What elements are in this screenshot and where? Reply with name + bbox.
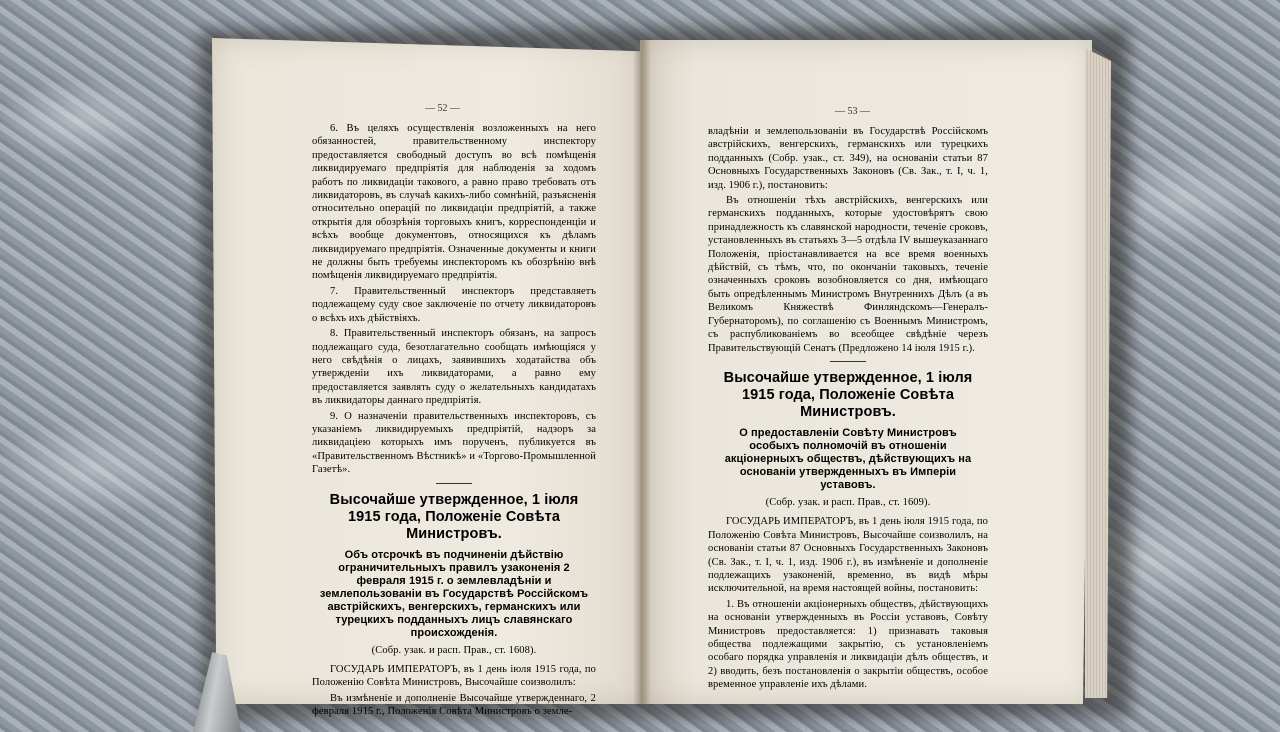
- right-page-number: — 53 —: [835, 106, 870, 117]
- left-source: (Собр. узак. и расп. Прав., ст. 1608).: [371, 644, 537, 656]
- right-heading: Высочайше утвержденное, 1 іюля 1915 года, Положеніе Совѣта Министровъ.: [723, 369, 973, 420]
- right-closing-2: 1. Въ отношеніи акціонерныхъ обществъ, дѣйствующихъ на основаніи утвержденныхъ въ Россіи уставовъ, Совѣту Министровъ предоставляется: 1) признавать таковыя общества подлежащими закрытію, съ установленіемъ особаго порядка управленія и ликвидаціи дѣлъ обществъ, и 2) вводить, безъ постановленія о закрытіи обществъ, особое временное управленіе ихъ дѣлами.: [708, 598, 988, 691]
- left-heading: Высочайше утвержденное, 1 іюля 1915 года, Положеніе Совѣта Министровъ.: [329, 491, 579, 542]
- left-paragraph-7: 7. Правительственный инспекторъ представляетъ подлежащему суду свое заключеніе по отчету ликвидаторовъ о всѣхъ ихъ дѣйствіяхъ.: [312, 285, 596, 324]
- right-source: (Собр. узак. и расп. Прав., ст. 1609).: [765, 496, 931, 508]
- left-page-text: [312, 122, 596, 721]
- book-spine: [633, 40, 651, 704]
- right-paragraph-continued: владѣніи и землепользованіи въ Государствѣ Россійскомъ австрійскихъ, венгерскихъ, германскихъ или турецкихъ подданныхъ (Собр. узак., ст. 349), на основаніи статьи 87 Основныхъ Государственныхъ Законовъ (Св. Зак., т. I, ч. 1, изд. 1906 г.), постановить:: [708, 126, 988, 191]
- left-closing-1: ГОСУДАРЬ ИМПЕРАТОРЪ, въ 1 день іюля 1915 года, по Положенію Совѣта Министровъ, Высочайше соизволилъ:: [312, 663, 596, 689]
- left-paragraph-6: 6. Въ целяхъ осуществленія возложенныхъ на него обязанностей, правительственному инспектору предоставляется свободный доступъ во всѣ помѣщенія ликвидируемаго предпріятія для наблюденія за ходомъ работъ по ликвидаціи такового, а равно право требовать отъ ликвидаторовъ, въ случаѣ какихъ-либо сомнѣній, разъясненія относительно операцій по ликвидаціи предпріятій, а также открытія для обозрѣнія торговыхъ книгъ, корреспонденціи и всѣхъ вообще документовъ, относящихся къ дѣламъ ликвидируемаго предпріятія. Означенные документы и книги не должны быть требуемы инспекторомъ къ обозрѣнію внѣ помѣщенія ликвидируемаго предпріятія.: [312, 123, 596, 282]
- right-divider: [830, 361, 866, 362]
- left-subheading: Объ отсрочкѣ въ подчиненіи дѣйствію ограничительныхъ правилъ узаконенія 2 февраля 1915 г. о землевладѣніи и землепользованіи въ Государствѣ Россійскомъ австрійскихъ, венгерскихъ, германскихъ или турецкихъ подданныхъ лицъ славянскаго происхожденія.: [319, 548, 589, 639]
- left-paragraph-8: 8. Правительственный инспекторъ обязанъ, на запросъ подлежащаго суда, безотлагательно сообщать имѣющіяся у него свѣдѣнія о лицахъ, заявившихъ ходатайства объ утвержденіи ихъ ликвидаторами, а равно ему предоставляется заявлять суду о желательныхъ кандидатахъ въ ликвидаторы даннаго предпріятія.: [312, 328, 596, 407]
- right-closing-1: ГОСУДАРЬ ИМПЕРАТОРЪ, въ 1 день іюля 1915 года, по Положенію Совѣта Министровъ, Высочайше соизволилъ, на основаніи статьи 87 Основныхъ Государственныхъ Законовъ (Св. Зак., т. I, ч. 1, изд. 1906 г.), въ измѣненіе и дополненіе подлежащихъ узаконеній, временно, въ видѣ мѣры исключительной, на время настоящей войны, постановить:: [708, 516, 988, 595]
- right-subheading: О предоставленіи Совѣту Министровъ особыхъ полномочій въ отношеніи акціонерныхъ обществъ, дѣйствующихъ на основаніи утвержденныхъ въ Имперіи уставовъ.: [724, 426, 972, 491]
- page-edges: [1085, 48, 1111, 698]
- left-closing-2: Въ измѣненіе и дополненіе Высочайше утвержденнаго, 2 февраля 1915 г., Положенія Совѣта Министровъ о земле-: [312, 692, 596, 718]
- left-divider: [436, 483, 472, 484]
- left-page-number: — 52 —: [425, 103, 460, 114]
- right-page-text: [708, 125, 988, 694]
- right-paragraph-2: Въ отношеніи тѣхъ австрійскихъ, венгерскихъ или германскихъ подданныхъ, которые удостовѣрятъ свою принадлежность къ славянской народности, теченіе сроковъ, установленныхъ въ статьяхъ 3—5 отдѣла IV вышеуказаннаго Положенія, пріостанавливается на все время военныхъ дѣйствій, съ тѣмъ, что, по окончаніи таковыхъ, теченіе означенныхъ сроковъ возобновляется со дня, имѣющаго быть опредѣленнымъ Министромъ Внутреннихъ Дѣлъ (а въ Великомъ Княжествѣ Финляндскомъ—Генералъ-Губернаторомъ), по соглашенію съ Военнымъ Министромъ, съ распубликованіемъ во всеобщее свѣдѣніе черезъ Правительствующій Сенатъ (Предложено 14 іюля 1915 г.).: [708, 195, 988, 354]
- left-paragraph-9: 9. О назначеніи правительственныхъ инспекторовъ, съ указаніемъ ликвидируемыхъ предпріятій, надзоръ за ликвидаціею которыхъ имъ порученъ, публикуется въ «Правительственномъ Вѣстникѣ» и «Торгово-Промышленной Газетѣ».: [312, 410, 596, 476]
